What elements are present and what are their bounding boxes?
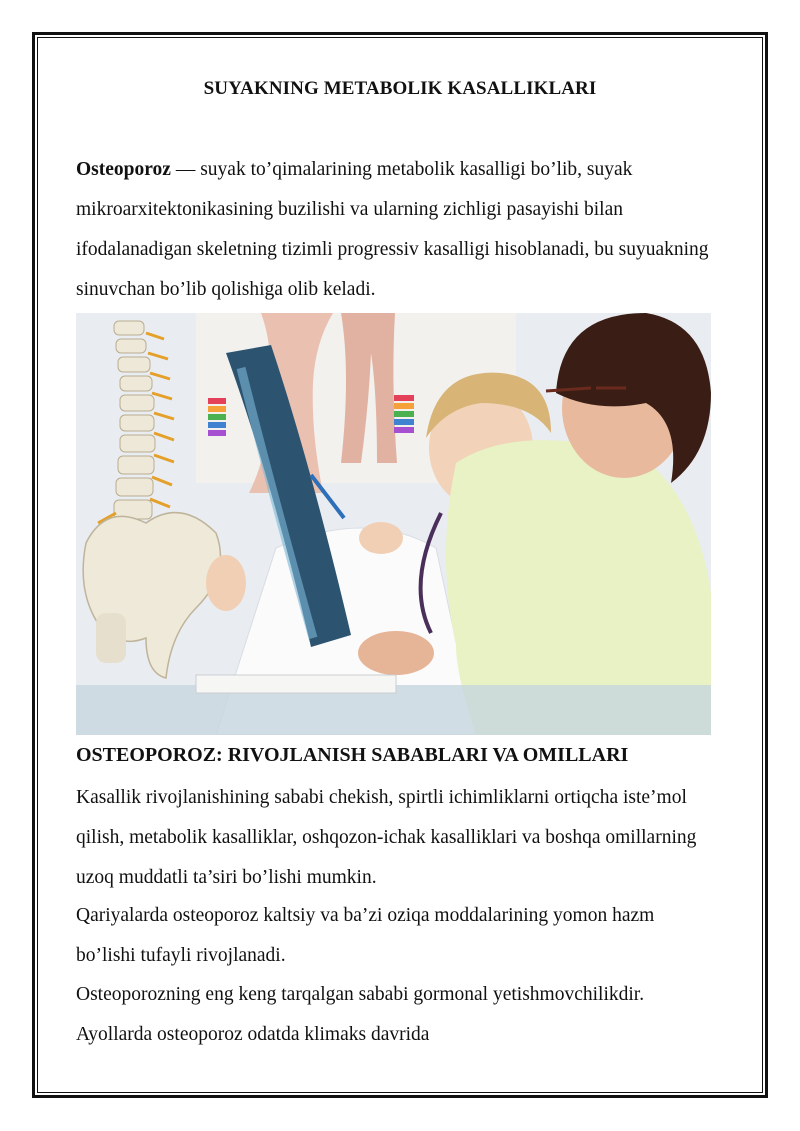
intro-term: Osteoporoz bbox=[76, 159, 171, 180]
paragraph-elderly: Qariyalarda osteoporoz kaltsiy va ba’zi oziqa moddalarining yomon hazm bo’lishi tufayli rivojlanadi. bbox=[76, 905, 655, 966]
intro-paragraph bbox=[76, 150, 716, 310]
doctor-patient-xray-photo bbox=[76, 313, 711, 735]
section-heading: OSTEOPOROZ: RIVOJLANISH SABABLARI VA OMILLARI bbox=[76, 744, 629, 766]
paragraph-causes: Kasallik rivojlanishining sababi chekish, spirtli ichimliklarni ortiqcha iste’mol qilish, metabolik kasalliklar, oshqozon-ichak kasalliklari va boshqa omillarning uzoq muddatli ta’siri bo’lishi mumkin. bbox=[76, 787, 697, 888]
intro-text: — suyak to’qimalarining metabolik kasalligi bo’lib, suyak mikroarxitektonikasining buzilishi va ularning zichligi pasayishi bilan ifodalanadigan skeletning tizimli progressiv kasalligi hisoblanadi, bu suyuakning sinuvchan bo’lib qolishiga olib keladi. bbox=[76, 159, 709, 300]
paragraph-hormonal: Osteoporozning eng keng tarqalgan sababi gormonal yetishmovchilikdir. Ayollarda osteoporoz odatda klimaks davrida bbox=[76, 984, 645, 1045]
document-title: SUYAKNING METABOLIK KASALLIKLARI bbox=[203, 78, 597, 99]
